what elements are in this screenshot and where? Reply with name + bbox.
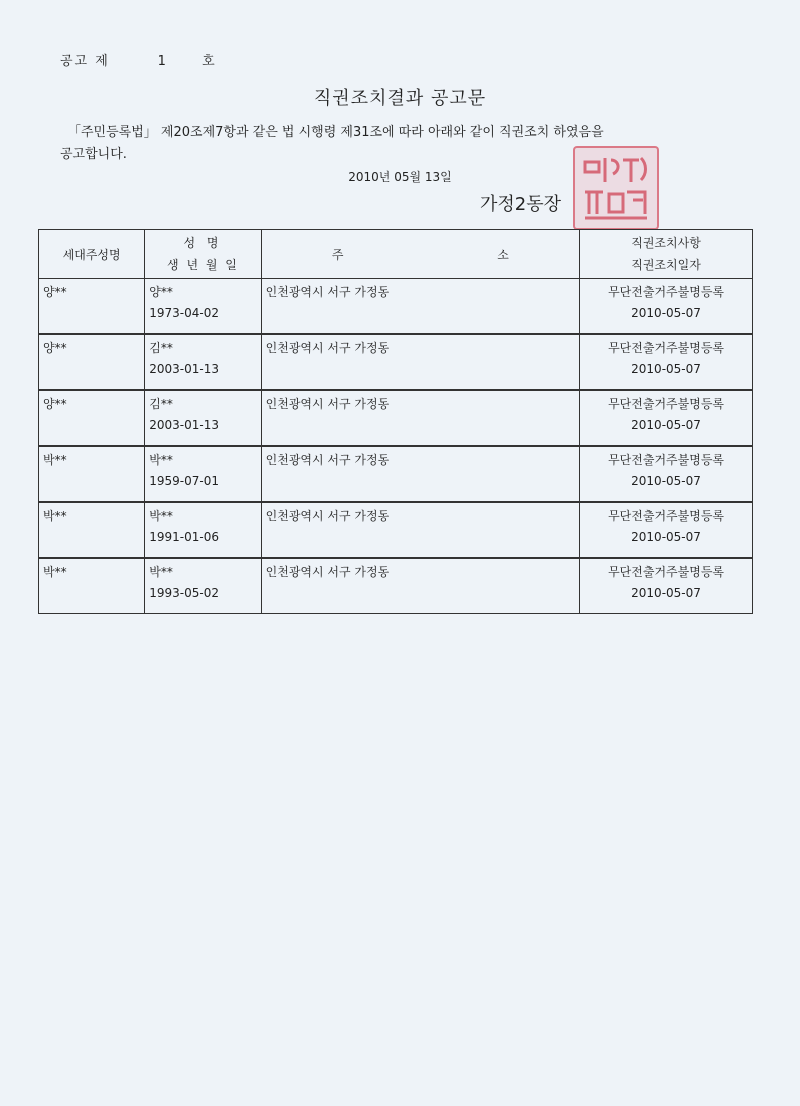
cell-address bbox=[261, 559, 579, 614]
name-birth bbox=[145, 559, 260, 607]
person-name: 김** bbox=[149, 341, 173, 355]
householder-text: 박** bbox=[43, 509, 67, 523]
header-action bbox=[580, 230, 753, 279]
address-text: 인천광역시 서구 가정동 bbox=[265, 565, 390, 579]
header-name-birth bbox=[145, 230, 261, 279]
name-birth bbox=[145, 335, 260, 383]
document-title: 직권조치결과 공고문 bbox=[313, 88, 487, 109]
action-date: 2010-05-07 bbox=[631, 362, 701, 376]
cell-householder bbox=[39, 559, 145, 614]
action-info bbox=[580, 503, 752, 551]
header-birth: 생 년 월 일 bbox=[167, 258, 239, 272]
cell-householder bbox=[39, 279, 145, 334]
cell-name-birth bbox=[145, 447, 261, 502]
cell-name-birth bbox=[145, 503, 261, 558]
issuer-name: 가정2동장 bbox=[480, 194, 562, 215]
table-row bbox=[39, 447, 753, 502]
cell-name-birth bbox=[145, 559, 261, 614]
cell-action bbox=[580, 503, 753, 558]
header-action-date: 직권조치일자 bbox=[631, 258, 701, 272]
cell-address bbox=[261, 447, 579, 502]
action-type: 무단전출거주불명등록 bbox=[608, 453, 724, 467]
notice-prefix: 공고 제 bbox=[60, 54, 110, 69]
householder-text: 양** bbox=[43, 341, 67, 355]
householder-text: 양** bbox=[43, 397, 67, 411]
birth-date: 2003-01-13 bbox=[149, 418, 220, 432]
cell-householder bbox=[39, 391, 145, 446]
action-info bbox=[580, 279, 752, 327]
address-text: 인천광역시 서구 가정동 bbox=[265, 509, 390, 523]
birth-date: 1993-05-02 bbox=[149, 586, 220, 600]
cell-action bbox=[580, 279, 753, 334]
action-date: 2010-05-07 bbox=[631, 418, 701, 432]
action-info bbox=[580, 559, 752, 607]
householder-text: 박** bbox=[43, 453, 67, 467]
action-type: 무단전출거주불명등록 bbox=[608, 397, 724, 411]
action-info bbox=[580, 447, 752, 495]
records-table bbox=[38, 229, 753, 614]
table-row bbox=[39, 503, 753, 558]
notice-date: 2010년 05월 13일 bbox=[348, 170, 452, 184]
name-birth bbox=[145, 503, 260, 551]
person-name: 박** bbox=[149, 453, 173, 467]
name-birth bbox=[145, 447, 260, 495]
cell-action bbox=[580, 391, 753, 446]
action-type: 무단전출거주불명등록 bbox=[608, 285, 724, 299]
cell-address bbox=[261, 503, 579, 558]
header-action-type: 직권조치사항 bbox=[631, 236, 701, 250]
header-address: 주 소 bbox=[261, 230, 579, 279]
cell-householder bbox=[39, 335, 145, 390]
address-text: 인천광역시 서구 가정동 bbox=[265, 341, 390, 355]
cell-name-birth bbox=[145, 335, 261, 390]
notice-number: 1 bbox=[157, 54, 168, 69]
body-line-1: 「주민등록법」 제20조제7항과 같은 법 시행령 제31조에 따라 아래와 같이 직권조치 하였음을 bbox=[68, 125, 604, 140]
cell-action bbox=[580, 559, 753, 614]
person-name: 김** bbox=[149, 397, 173, 411]
table-header-row bbox=[39, 230, 753, 279]
header-name: 성 명 bbox=[183, 236, 223, 250]
cell-address bbox=[261, 391, 579, 446]
notice-number-line bbox=[60, 50, 217, 69]
householder-text: 양** bbox=[43, 285, 67, 299]
official-seal bbox=[573, 146, 659, 230]
birth-date: 1959-07-01 bbox=[149, 474, 220, 488]
action-date: 2010-05-07 bbox=[631, 530, 701, 544]
action-type: 무단전출거주불명등록 bbox=[608, 565, 724, 579]
birth-date: 1991-01-06 bbox=[149, 530, 220, 544]
cell-action bbox=[580, 447, 753, 502]
table-row bbox=[39, 335, 753, 390]
birth-date: 1973-04-02 bbox=[149, 306, 220, 320]
notice-suffix: 호 bbox=[202, 54, 217, 69]
cell-address bbox=[261, 279, 579, 334]
action-date: 2010-05-07 bbox=[631, 306, 701, 320]
action-date: 2010-05-07 bbox=[631, 586, 701, 600]
header-householder: 세대주성명 bbox=[39, 230, 145, 279]
action-info bbox=[580, 335, 752, 383]
table-row bbox=[39, 559, 753, 614]
action-type: 무단전출거주불명등록 bbox=[608, 341, 724, 355]
name-birth bbox=[145, 279, 260, 327]
person-name: 박** bbox=[149, 565, 173, 579]
birth-date: 2003-01-13 bbox=[149, 362, 220, 376]
cell-action bbox=[580, 335, 753, 390]
cell-name-birth bbox=[145, 391, 261, 446]
address-text: 인천광역시 서구 가정동 bbox=[265, 453, 390, 467]
cell-address bbox=[261, 335, 579, 390]
cell-householder bbox=[39, 447, 145, 502]
cell-name-birth bbox=[145, 279, 261, 334]
body-line-2: 공고합니다. bbox=[60, 147, 127, 162]
cell-householder bbox=[39, 503, 145, 558]
address-text: 인천광역시 서구 가정동 bbox=[265, 285, 390, 299]
table-row bbox=[39, 391, 753, 446]
person-name: 박** bbox=[149, 509, 173, 523]
address-text: 인천광역시 서구 가정동 bbox=[265, 397, 390, 411]
name-birth bbox=[145, 391, 260, 439]
action-info bbox=[580, 391, 752, 439]
action-type: 무단전출거주불명등록 bbox=[608, 509, 724, 523]
person-name: 양** bbox=[149, 285, 173, 299]
householder-text: 박** bbox=[43, 565, 67, 579]
table-row bbox=[39, 279, 753, 334]
action-date: 2010-05-07 bbox=[631, 474, 701, 488]
seal-mark-icon bbox=[575, 148, 657, 228]
